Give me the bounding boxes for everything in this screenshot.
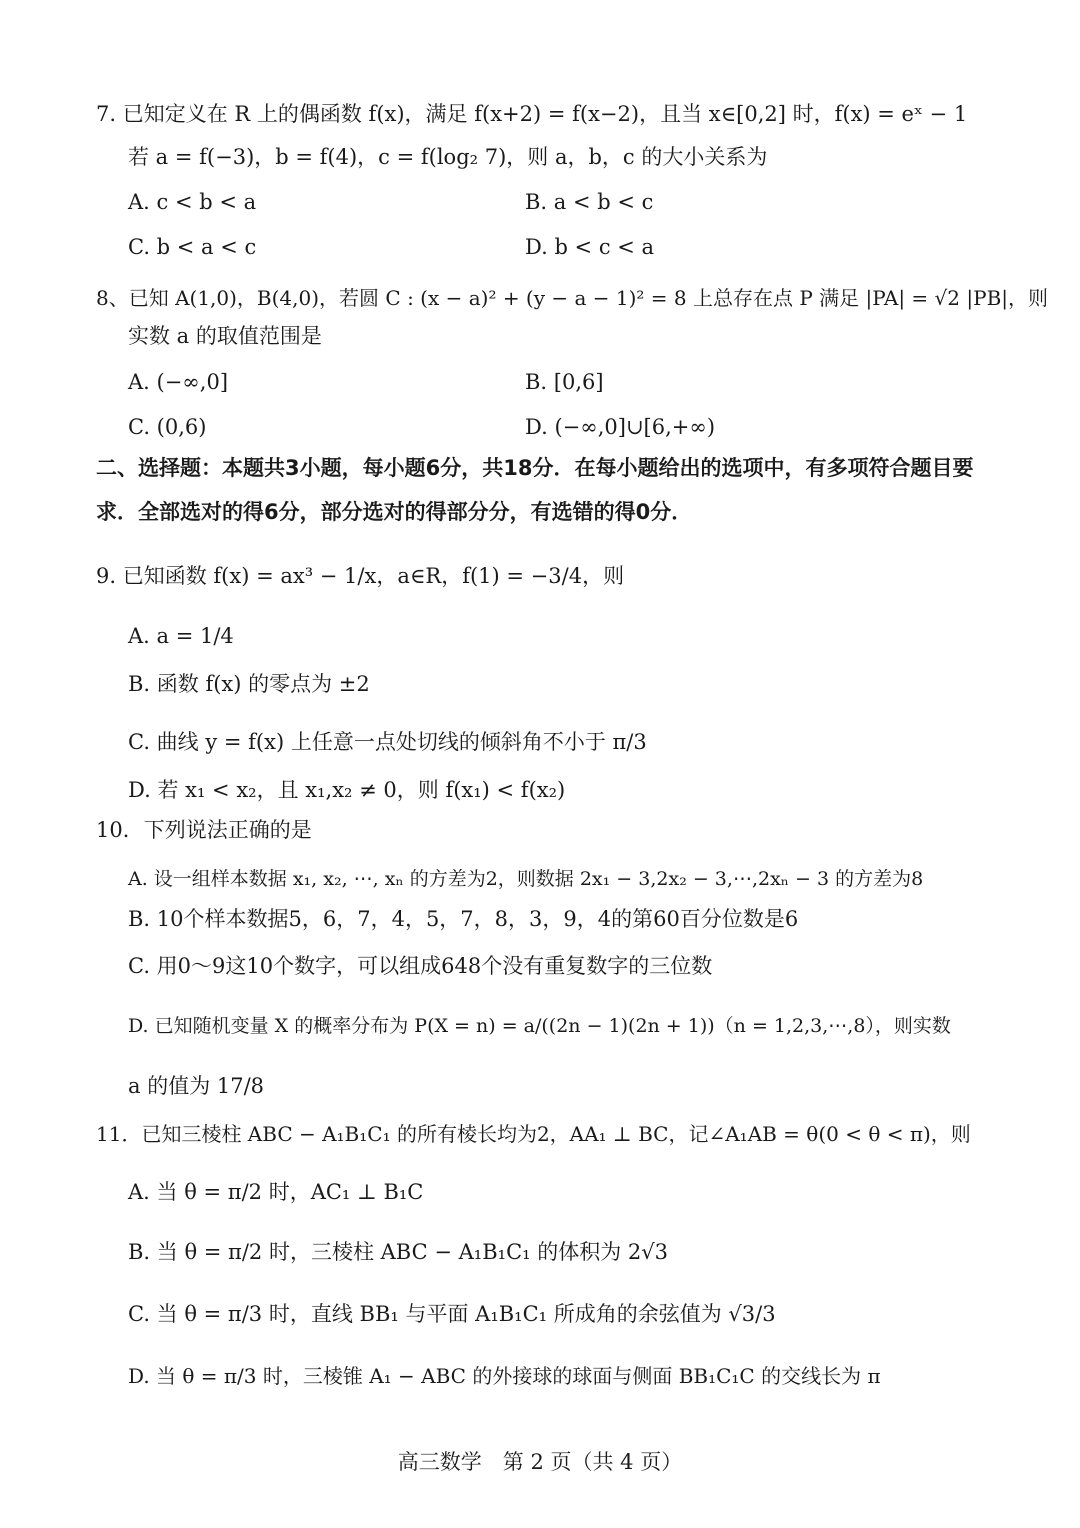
q9-option-a: A. a = 1/4 bbox=[128, 624, 234, 648]
q7-option-c: C. b < a < c bbox=[128, 235, 257, 259]
q8-option-d: D. (−∞,0]∪[6,+∞) bbox=[525, 415, 716, 439]
q7-option-a: A. c < b < a bbox=[128, 190, 257, 214]
q10-option-a: A. 设一组样本数据 x₁, x₂, ⋯, xₙ 的方差为2，则数据 2x₁ − 3,2x₂ − 3,⋯,2xₙ − 3 的方差为8 bbox=[128, 868, 924, 890]
q9-option-c: C. 曲线 y = f(x) 上任意一点处切线的倾斜角不小于 π/3 bbox=[128, 730, 647, 754]
section-heading-line1: 二、选择题：本题共3小题，每小题6分，共18分．在每小题给出的选项中，有多项符合题目要 bbox=[96, 456, 974, 480]
q10-option-d-line1: D. 已知随机变量 X 的概率分布为 P(X = n) = a/((2n − 1)(2n + 1))（n = 1,2,3,⋯,8），则实数 bbox=[128, 1015, 951, 1037]
q9-stem: 9. 已知函数 f(x) = ax³ − 1/x，a∈R，f(1) = −3/4，则 bbox=[96, 564, 625, 588]
q8-stem-line2: 实数 a 的取值范围是 bbox=[128, 324, 322, 348]
q7-stem-line1: 7. 已知定义在 R 上的偶函数 f(x)，满足 f(x+2) = f(x−2)，且当 x∈[0,2] 时，f(x) = eˣ − 1 bbox=[96, 102, 968, 126]
q11-option-b: B. 当 θ = π/2 时，三棱柱 ABC − A₁B₁C₁ 的体积为 2√3 bbox=[128, 1240, 669, 1264]
q8-stem-line1: 8、已知 A(1,0)，B(4,0)，若圆 C : (x − a)² + (y − a − 1)² = 8 上总存在点 P 满足 |PA| = √2 |PB|，则 bbox=[96, 286, 1049, 310]
q9-option-b: B. 函数 f(x) 的零点为 ±2 bbox=[128, 672, 370, 696]
q8-option-c: C. (0,6) bbox=[128, 415, 207, 439]
q7-option-d: D. b < c < a bbox=[525, 235, 655, 259]
q10-stem: 10．下列说法正确的是 bbox=[96, 818, 312, 842]
q8-option-b: B. [0,6] bbox=[525, 370, 604, 394]
q11-stem: 11．已知三棱柱 ABC − A₁B₁C₁ 的所有棱长均为2，AA₁ ⊥ BC，记∠A₁AB = θ(0 < θ < π)，则 bbox=[96, 1122, 971, 1146]
q7-option-b: B. a < b < c bbox=[525, 190, 654, 214]
q8-option-a: A. (−∞,0] bbox=[128, 370, 229, 394]
q10-option-d-line2: a 的值为 17/8 bbox=[128, 1074, 265, 1098]
q11-option-d: D. 当 θ = π/3 时，三棱锥 A₁ − ABC 的外接球的球面与侧面 BB₁C₁C 的交线长为 π bbox=[128, 1364, 881, 1388]
q10-option-c: C. 用0～9这10个数字，可以组成648个没有重复数字的三位数 bbox=[128, 954, 713, 978]
q7-stem-line2: 若 a = f(−3)，b = f(4)，c = f(log₂ 7)，则 a，b，c 的大小关系为 bbox=[128, 145, 768, 169]
section-heading-line2: 求．全部选对的得6分，部分选对的得部分分，有选错的得0分． bbox=[96, 500, 693, 524]
q11-option-c: C. 当 θ = π/3 时，直线 BB₁ 与平面 A₁B₁C₁ 所成角的余弦值为 √3/3 bbox=[128, 1302, 776, 1326]
q10-option-b: B. 10个样本数据5，6，7，4，5，7，8，3，9，4的第60百分位数是6 bbox=[128, 907, 799, 931]
page-footer: 高三数学 第 2 页（共 4 页） bbox=[397, 1450, 683, 1474]
q9-option-d: D. 若 x₁ < x₂，且 x₁,x₂ ≠ 0，则 f(x₁) < f(x₂) bbox=[128, 778, 566, 802]
q11-option-a: A. 当 θ = π/2 时，AC₁ ⊥ B₁C bbox=[128, 1180, 424, 1204]
